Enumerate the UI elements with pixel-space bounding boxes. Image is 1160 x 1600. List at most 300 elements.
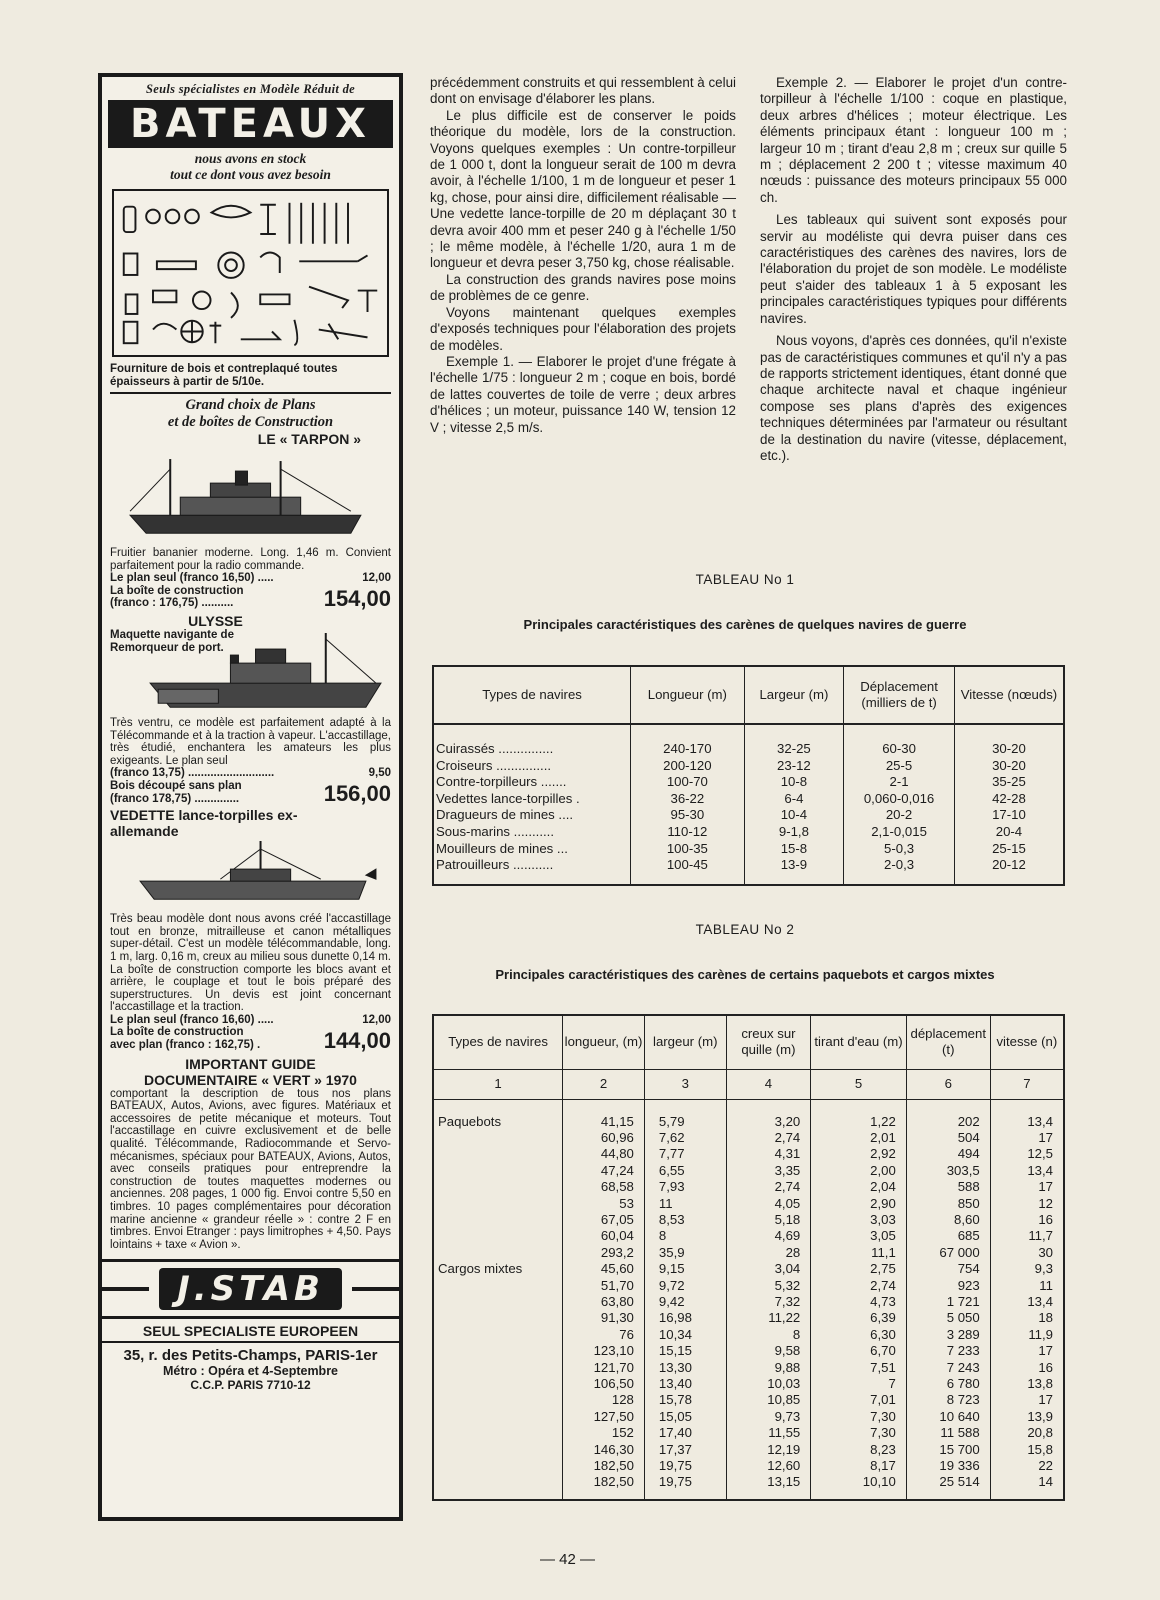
table2-cell: 2,75	[811, 1261, 907, 1277]
table1-cell: 100-45	[631, 857, 745, 885]
table2-cell: 8,53	[644, 1212, 726, 1228]
table1-cell: 13-9	[744, 857, 844, 885]
table2-group-cell	[433, 1278, 563, 1294]
table2-cell: 11,7	[990, 1228, 1064, 1244]
table1-header-speed: Vitesse (nœuds)	[954, 666, 1064, 724]
vedette-plan-price: 12,00	[362, 1013, 391, 1026]
table2-cell: 12	[990, 1196, 1064, 1212]
table2-cell: 60,96	[563, 1130, 645, 1146]
table2-cell: 3,35	[726, 1163, 811, 1179]
table2-cell: 15,05	[644, 1409, 726, 1425]
table1-cell: 30-20	[954, 724, 1064, 758]
table1-ship-type: Croiseurs ...............	[436, 757, 552, 773]
ccp-line: C.C.P. PARIS 7710-12	[190, 1378, 311, 1393]
table2-group-cell	[433, 1327, 563, 1343]
table2-cell: 11,1	[811, 1245, 907, 1261]
table1-row	[433, 724, 1064, 758]
table2-group-cell	[433, 1294, 563, 1310]
table2-row	[433, 1130, 1064, 1146]
table2-cell: 6 780	[906, 1376, 990, 1392]
table1-cell: 2-1	[844, 774, 955, 791]
table2-cell: 17	[990, 1179, 1064, 1195]
table1-subtitle: Principales caractéristiques des carènes de quelques navires de guerre	[523, 617, 967, 632]
table1-ship-type: Dragueurs de mines ....	[436, 807, 574, 823]
table2-cell: 17	[990, 1130, 1064, 1146]
table2-cell: 19 336	[906, 1458, 990, 1474]
table2-cell: 9,73	[726, 1409, 811, 1425]
table2-row	[433, 1442, 1064, 1458]
table2-row	[433, 1392, 1064, 1408]
table2-group-cell	[433, 1409, 563, 1425]
table2-cell: 15,15	[644, 1343, 726, 1359]
table1-cell: 9-1,8	[744, 824, 844, 841]
table2-cell: 8	[726, 1327, 811, 1343]
table2-cell: 7,30	[811, 1409, 907, 1425]
table2-header-displacement: déplacement (t)	[906, 1015, 990, 1069]
table2-number-row	[433, 1069, 1064, 1099]
table2-cell: 4,05	[726, 1196, 811, 1212]
table2-group-cell	[433, 1343, 563, 1359]
table2-body	[433, 1099, 1064, 1500]
table2-cell: 12,5	[990, 1146, 1064, 1162]
ulysse-plan-price: 9,50	[368, 767, 391, 780]
table2-cell: 18	[990, 1310, 1064, 1326]
table2-cell: 1 721	[906, 1294, 990, 1310]
table2-group-cell	[433, 1425, 563, 1441]
table2-group-cell	[433, 1212, 563, 1228]
table2-cell: 11,22	[726, 1310, 811, 1326]
table2-group-cell	[433, 1310, 563, 1326]
table1-header-width: Largeur (m)	[744, 666, 844, 724]
table2-cell: 13,4	[990, 1163, 1064, 1179]
table2-group-cell	[433, 1245, 563, 1261]
table1-cell: 5-0,3	[844, 841, 955, 858]
table2-header-row	[433, 1015, 1064, 1069]
table1-cell: 35-25	[954, 774, 1064, 791]
table2-group-name: Cargos mixtes	[438, 1261, 523, 1277]
ad-supply: Fourniture de bois et contreplaqué toutes épaisseurs à partir de 5/10e.	[110, 363, 338, 388]
table2-row	[433, 1327, 1064, 1343]
table2-cell: 9,72	[644, 1278, 726, 1294]
table2-cell: 2,90	[811, 1196, 907, 1212]
table2-header-draught: tirant d'eau (m)	[811, 1015, 907, 1069]
table2-cell: 127,50	[563, 1409, 645, 1425]
table2-cell: 76	[563, 1327, 645, 1343]
table2-cell: 588	[906, 1179, 990, 1195]
table2-cell: 91,30	[563, 1310, 645, 1326]
table2-row	[433, 1458, 1064, 1474]
table2-cell: 68,58	[563, 1179, 645, 1195]
specialist-line: SEUL SPECIALISTE EUROPEEN	[102, 1323, 399, 1343]
table2-row	[433, 1146, 1064, 1162]
table2-cell: 47,24	[563, 1163, 645, 1179]
ad-divider	[110, 392, 391, 394]
table2-cell: 45,60	[563, 1261, 645, 1277]
table2-cell: 7,62	[644, 1130, 726, 1146]
table2-col-number: 1	[433, 1069, 563, 1099]
table2-cell: 16,98	[644, 1310, 726, 1326]
table2-group-cell	[433, 1474, 563, 1499]
table2-cell: 685	[906, 1228, 990, 1244]
table2-row	[433, 1360, 1064, 1376]
table2-cell: 5 050	[906, 1310, 990, 1326]
col2-paragraph-3: Nous voyons, d'après ces données, qu'il n'existe pas de caractéristiques communes et qu'il n'y a pas de rapports strictement identiques, étant donné que chaque architecte naval et chaque ingénieur compose ses plans d'après des exigences techniques déterminées par l'armateur ou résultant de la destination du navire (vitesse, déplacement, etc.).	[760, 333, 1067, 463]
table2-cell: 15,78	[644, 1392, 726, 1408]
table1-cell: 0,060-0,016	[844, 791, 955, 808]
table2-cell: 11,55	[726, 1425, 811, 1441]
table2-col-number: 3	[644, 1069, 726, 1099]
table2-header-speed: vitesse (n)	[990, 1015, 1064, 1069]
table1-row	[433, 791, 1064, 808]
table1-header-type: Types de navires	[433, 666, 631, 724]
table2-cell: 5,79	[644, 1099, 726, 1130]
table2-group-name: Paquebots	[438, 1113, 502, 1129]
table2-group-cell	[433, 1130, 563, 1146]
table2-cell: 7,77	[644, 1146, 726, 1162]
table1-cell: 23-12	[744, 758, 844, 775]
ulysse-box-label: Bois découpé sans plan	[110, 779, 242, 792]
table2-cell: 9,88	[726, 1360, 811, 1376]
table2-cell: 22	[990, 1458, 1064, 1474]
ship-fittings-icon	[114, 191, 387, 355]
vedette-box-price: 144,00	[323, 1027, 391, 1053]
table2-cell: 51,70	[563, 1278, 645, 1294]
table1-cell: 30-20	[954, 758, 1064, 775]
vedette-box-price-row	[110, 1026, 391, 1051]
address-line: 35, r. des Petits-Champs, PARIS-1er	[123, 1347, 378, 1365]
table1-header-row	[433, 666, 1064, 724]
table1-ship-type: Vedettes lance-torpilles .	[436, 790, 580, 806]
table1-cell: 240-170	[631, 724, 745, 758]
logo-bar-right	[352, 1287, 399, 1291]
table1-cell: 95-30	[631, 807, 745, 824]
ulysse-plan-price-row	[110, 767, 391, 780]
table2-cell: 2,74	[811, 1278, 907, 1294]
table2-cell: 10,03	[726, 1376, 811, 1392]
ad-top-line: Seuls spécialistes en Modèle Réduit de	[146, 82, 355, 96]
table2-cell: 28	[726, 1245, 811, 1261]
ulysse-box-franco: (franco 178,75) ..............	[110, 792, 240, 805]
table2-cell: 13,9	[990, 1409, 1064, 1425]
table2-col-number: 7	[990, 1069, 1064, 1099]
table2-cell: 7,01	[811, 1392, 907, 1408]
tarpon-plan-price-row	[110, 572, 391, 585]
table2-cell: 5,18	[726, 1212, 811, 1228]
ulysse-title: ULYSSE	[188, 612, 243, 629]
table2-row	[433, 1245, 1064, 1261]
table2-cell: 19,75	[644, 1458, 726, 1474]
table1-row	[433, 758, 1064, 775]
table2-group-cell	[433, 1196, 563, 1212]
table1-row	[433, 807, 1064, 824]
table1-cell: 10-8	[744, 774, 844, 791]
table2-cell: 123,10	[563, 1343, 645, 1359]
table2-cell: 19,75	[644, 1474, 726, 1499]
table2-cell: 8 723	[906, 1392, 990, 1408]
table2-cell: 11	[644, 1196, 726, 1212]
table2-cell: 67 000	[906, 1245, 990, 1261]
table2-cell: 3,04	[726, 1261, 811, 1277]
table2-group-cell	[433, 1179, 563, 1195]
table2-group-cell	[433, 1360, 563, 1376]
table1-ship-type: Mouilleurs de mines ...	[436, 840, 568, 856]
text-column-2	[760, 75, 1067, 464]
table2-row	[433, 1376, 1064, 1392]
ulysse-plan-label: (franco 13,75) ...........................	[110, 767, 275, 780]
table2-cell: 63,80	[563, 1294, 645, 1310]
table2-header-width: largeur (m)	[644, 1015, 726, 1069]
table1-body	[433, 724, 1064, 885]
table2-cell: 8,60	[906, 1212, 990, 1228]
table2-group-cell	[433, 1458, 563, 1474]
table2-cell: 3,20	[726, 1099, 811, 1130]
table2-cell: 2,00	[811, 1163, 907, 1179]
table2-group-cell	[433, 1228, 563, 1244]
table1-cell: 32-25	[744, 724, 844, 758]
table2-cell: 17	[990, 1392, 1064, 1408]
table2-cell: 12,60	[726, 1458, 811, 1474]
table2	[432, 1014, 1065, 1501]
col2-paragraph-1: Exemple 2. — Elaborer le projet d'un contre-torpilleur à l'échelle 1/100 : coque en plastique, deux arbres d'hélices ; moteur électrique. Les éléments principaux étant : longueur 100 m ; largeur 10 m ; tirant d'eau 2,8 m ; creux sur quille 5 m ; déplacement 2 200 t ; vitesse maximum 40 nœuds : puissance des moteurs principaux 55 000 ch.	[760, 75, 1067, 205]
table2-row	[433, 1179, 1064, 1195]
table2-cell: 7	[811, 1376, 907, 1392]
table2-cell: 3 289	[906, 1327, 990, 1343]
table2-cell: 30	[990, 1245, 1064, 1261]
table2-cell: 7 243	[906, 1360, 990, 1376]
table2-cell: 2,04	[811, 1179, 907, 1195]
table2-row	[433, 1228, 1064, 1244]
ad-choice-1: Grand choix de Plans	[185, 397, 316, 413]
table2-cell: 7 233	[906, 1343, 990, 1359]
col1-paragraph-3: La construction des grands navires pose moins de problèmes de ce genre.	[430, 271, 736, 304]
table2-cell: 923	[906, 1278, 990, 1294]
table2-cell: 16	[990, 1360, 1064, 1376]
table1-row	[433, 824, 1064, 841]
table2-header-type: Types de navires	[433, 1015, 563, 1069]
advertisement	[98, 73, 403, 1521]
table1-cell: 25-5	[844, 758, 955, 775]
table2-cell: 4,73	[811, 1294, 907, 1310]
table2-cell: 13,8	[990, 1376, 1064, 1392]
ulysse-subtitle: Maquette navigante de Remorqueur de port.	[110, 628, 234, 654]
table2-cell: 10 640	[906, 1409, 990, 1425]
table2-cell: 35,9	[644, 1245, 726, 1261]
table2-cell: 11	[990, 1278, 1064, 1294]
table2-cell: 10,34	[644, 1327, 726, 1343]
table1-cell: 25-15	[954, 841, 1064, 858]
table1-cell: 200-120	[631, 758, 745, 775]
table1-cell: 2,1-0,015	[844, 824, 955, 841]
table2-cell: 146,30	[563, 1442, 645, 1458]
table2-row	[433, 1474, 1064, 1499]
table1-cell: 100-70	[631, 774, 745, 791]
table2-cell: 494	[906, 1146, 990, 1162]
table2-cell: 13,40	[644, 1376, 726, 1392]
table1-cell: 17-10	[954, 807, 1064, 824]
tarpon-description: Fruitier bananier moderne. Long. 1,46 m. Convient parfaitement pour la radio commande.	[110, 547, 391, 572]
vedette-ship-illustration	[110, 841, 391, 911]
table2-cell: 6,30	[811, 1327, 907, 1343]
logo-bar-left	[102, 1287, 149, 1291]
table2-cell: 202	[906, 1099, 990, 1130]
table1-cell: 36-22	[631, 791, 745, 808]
table2-col-number: 6	[906, 1069, 990, 1099]
table1-cell: 20-12	[954, 857, 1064, 885]
table2-row	[433, 1196, 1064, 1212]
table2-cell: 17,37	[644, 1442, 726, 1458]
col2-paragraph-2: Les tableaux qui suivent sont exposés pour servir au modéliste qui devra puiser dans ces caractéristiques des carènes des navires, lors de l'élaboration du projet de son modèle. Le modéliste peut s'aider des tableaux 1 à 5 exposant les principales caractéristiques typiques pour différents navires.	[760, 212, 1067, 326]
table1-ship-type: Patrouilleurs ...........	[436, 857, 554, 873]
table1-cell: 60-30	[844, 724, 955, 758]
table2-cell: 4,69	[726, 1228, 811, 1244]
table1-cell: 20-2	[844, 807, 955, 824]
stab-logo-box	[102, 1259, 399, 1319]
ulysse-box-price: 156,00	[323, 781, 391, 807]
table2-cell: 9,42	[644, 1294, 726, 1310]
tarpon-box-franco: (franco : 176,75) ..........	[110, 597, 234, 610]
table2-cell: 850	[906, 1196, 990, 1212]
ad-banner: BATEAUX	[108, 100, 393, 148]
table2-header-depth: creux sur quille (m)	[726, 1015, 811, 1069]
table1-cell: 2-0,3	[844, 857, 955, 885]
guide-title-1: IMPORTANT GUIDE	[185, 1055, 316, 1072]
table2-cell: 121,70	[563, 1360, 645, 1376]
vedette-box-label: La boîte de construction	[110, 1026, 244, 1039]
table2-cell: 754	[906, 1261, 990, 1277]
table2-cell: 25 514	[906, 1474, 990, 1499]
table2-cell: 303,5	[906, 1163, 990, 1179]
table2-cell: 7,32	[726, 1294, 811, 1310]
text-column-1	[430, 75, 736, 436]
table2-row	[433, 1409, 1064, 1425]
stab-logo: J.STAB	[159, 1268, 342, 1310]
table2-subtitle: Principales caractéristiques des carènes de certains paquebots et cargos mixtes	[495, 967, 995, 982]
table2-row	[433, 1212, 1064, 1228]
table2-group-cell	[433, 1392, 563, 1408]
table2-row	[433, 1278, 1064, 1294]
col1-paragraph-1: précédemment construits et qui ressemblent à celui dont on envisage d'élaborer les plans.	[430, 75, 736, 107]
tarpon-box-label: La boîte de construction	[110, 584, 244, 597]
table1-cell: 110-12	[631, 824, 745, 841]
table2-cell: 53	[563, 1196, 645, 1212]
table2-cell: 106,50	[563, 1376, 645, 1392]
table2-cell: 8,23	[811, 1442, 907, 1458]
table2-row	[433, 1261, 1064, 1277]
table1-cell: 42-28	[954, 791, 1064, 808]
vedette-plan-label: Le plan seul (franco 16,60) .....	[110, 1013, 274, 1026]
table2-cell: 15 700	[906, 1442, 990, 1458]
table2-group-cell	[433, 1376, 563, 1392]
table1-row	[433, 841, 1064, 858]
tarpon-title: LE « TARPON »	[257, 431, 361, 447]
table2-cell: 60,04	[563, 1228, 645, 1244]
table2-cell: 13,4	[990, 1099, 1064, 1130]
table1-cell: 6-4	[744, 791, 844, 808]
table2-cell: 11,9	[990, 1327, 1064, 1343]
table2-cell: 8,17	[811, 1458, 907, 1474]
table2-cell: 2,74	[726, 1130, 811, 1146]
table2-cell: 7,93	[644, 1179, 726, 1195]
table2-row	[433, 1425, 1064, 1441]
fittings-illustration	[112, 189, 389, 357]
table2-cell: 13,30	[644, 1360, 726, 1376]
table1-ship-type: Cuirassés ...............	[436, 741, 554, 756]
table2-cell: 2,74	[726, 1179, 811, 1195]
table2-cell: 17	[990, 1343, 1064, 1359]
table2-cell: 2,92	[811, 1146, 907, 1162]
table2-cell: 12,19	[726, 1442, 811, 1458]
table2-cell: 182,50	[563, 1458, 645, 1474]
table2-cell: 14	[990, 1474, 1064, 1499]
table2-cell: 10,85	[726, 1392, 811, 1408]
table2-row	[433, 1099, 1064, 1130]
table2-cell: 67,05	[563, 1212, 645, 1228]
page-number: — 42 —	[540, 1551, 596, 1568]
ad-stock-line-1: nous avons en stock	[194, 151, 307, 166]
table2-col-number: 2	[563, 1069, 645, 1099]
table2-row	[433, 1163, 1064, 1179]
table1-cell: 100-35	[631, 841, 745, 858]
table1-row	[433, 857, 1064, 885]
table1-ship-type: Sous-marins ...........	[436, 823, 554, 839]
table2-cell: 7,30	[811, 1425, 907, 1441]
tarpon-box-price-row	[110, 585, 391, 610]
col1-paragraph-2: Le plus difficile est de conserver le poids théorique du modèle, lors de la construction. Voyons quelques exemples : Un contre-torpilleur de 1 000 t, dont la longueur serait de 100 m devra avoir, à l'échelle 1/100, 1 m de longueur et peser 1 kg, chose, pour ainsi dire, difficilement réalisable — Une vedette lance-torpille de 20 m déplaçant 30 t devra avoir 400 mm et peser 240 g à l'échelle 1/50 ; le même modèle, à l'échelle 1/20, aura 1 m de longueur et devra peser 3,750 kg, chose réalisable.	[430, 107, 736, 271]
table1-ship-type: Contre-torpilleurs .......	[436, 774, 567, 790]
table2-cell: 5,32	[726, 1278, 811, 1294]
col1-paragraph-5: Exemple 1. — Elaborer le projet d'une frégate à l'échelle 1/75 : longueur 2 m ; coque en bois, bordé de lattes couvertes de toile de verre ; deux arbres d'hélices ; un moteur, puissance 140 W, tension 12 V ; vitesse 2,5 m/s.	[430, 353, 736, 435]
table2-cell: 2,01	[811, 1130, 907, 1146]
table2-cell: 15,8	[990, 1442, 1064, 1458]
table2-cell: 293,2	[563, 1245, 645, 1261]
guide-title-2: DOCUMENTAIRE « VERT » 1970	[144, 1071, 357, 1088]
table2-cell: 41,15	[563, 1099, 645, 1130]
table2-col-number: 4	[726, 1069, 811, 1099]
table2-cell: 6,39	[811, 1310, 907, 1326]
table2-cell: 8	[644, 1228, 726, 1244]
table2-cell: 17,40	[644, 1425, 726, 1441]
tarpon-plan-label: Le plan seul (franco 16,50) .....	[110, 572, 274, 585]
table1-row	[433, 774, 1064, 791]
table2-cell: 9,15	[644, 1261, 726, 1277]
table1-cell: 10-4	[744, 807, 844, 824]
table2-cell: 4,31	[726, 1146, 811, 1162]
table1-title: TABLEAU No 1	[695, 572, 795, 587]
vedette-plan-price-row	[110, 1014, 391, 1027]
metro-line: Métro : Opéra et 4-Septembre	[162, 1364, 339, 1379]
table2-group-cell	[433, 1163, 563, 1179]
table2-row	[433, 1294, 1064, 1310]
table2-group-cell	[433, 1442, 563, 1458]
table2-cell: 1,22	[811, 1099, 907, 1130]
table1-header-length: Longueur (m)	[631, 666, 745, 724]
table2-cell: 13,15	[726, 1474, 811, 1499]
table2-cell: 128	[563, 1392, 645, 1408]
table2-cell: 13,4	[990, 1294, 1064, 1310]
table2-cell: 44,80	[563, 1146, 645, 1162]
table2-cell: 3,05	[811, 1228, 907, 1244]
table2-cell: 6,70	[811, 1343, 907, 1359]
table2-header-length: longueur, (m)	[563, 1015, 645, 1069]
vedette-title: VEDETTE lance-torpilles ex-allemande	[110, 807, 298, 840]
table2-cell: 6,55	[644, 1163, 726, 1179]
guide-text: comportant la description de tous nos plans BATEAUX, Autos, Avions, avec figures. Matériaux et accessoires de petite mécanique et moteurs. Tout l'accastillage en cuivre exclusivement et de belle qualité. Télécommande, Radiocommande et Servo-mécanismes, spéciaux pour BATEAUX, Avions, Autos, avec conseils pratiques pour entreprendre la construction de toutes maquettes modernes ou anciennes. 208 pages, 1 000 fig. Envoi contre 5,50 en timbres. 10 pages complémentaires pour décoration marine ancienne « grandeur réelle » : contre 2 F en timbres. Envoi Etranger : pays limitrophes + 4,50. Pays lointains + taxe « Avion ».	[110, 1087, 391, 1251]
table1-cell: 20-4	[954, 824, 1064, 841]
col1-paragraph-4: Voyons maintenant quelques exemples d'exposés techniques pour l'élaboration des projets de modèles.	[430, 304, 736, 353]
table2-cell: 16	[990, 1212, 1064, 1228]
ulysse-description: Très ventru, ce modèle est parfaitement adapté à la Télécommande et à la traction à vapeur. L'accastillage, très étudié, enchantera les amateurs les plus exigeants. Le plan seul	[110, 716, 391, 767]
ad-stock-line-2: tout ce dont vous avez besoin	[170, 167, 331, 182]
